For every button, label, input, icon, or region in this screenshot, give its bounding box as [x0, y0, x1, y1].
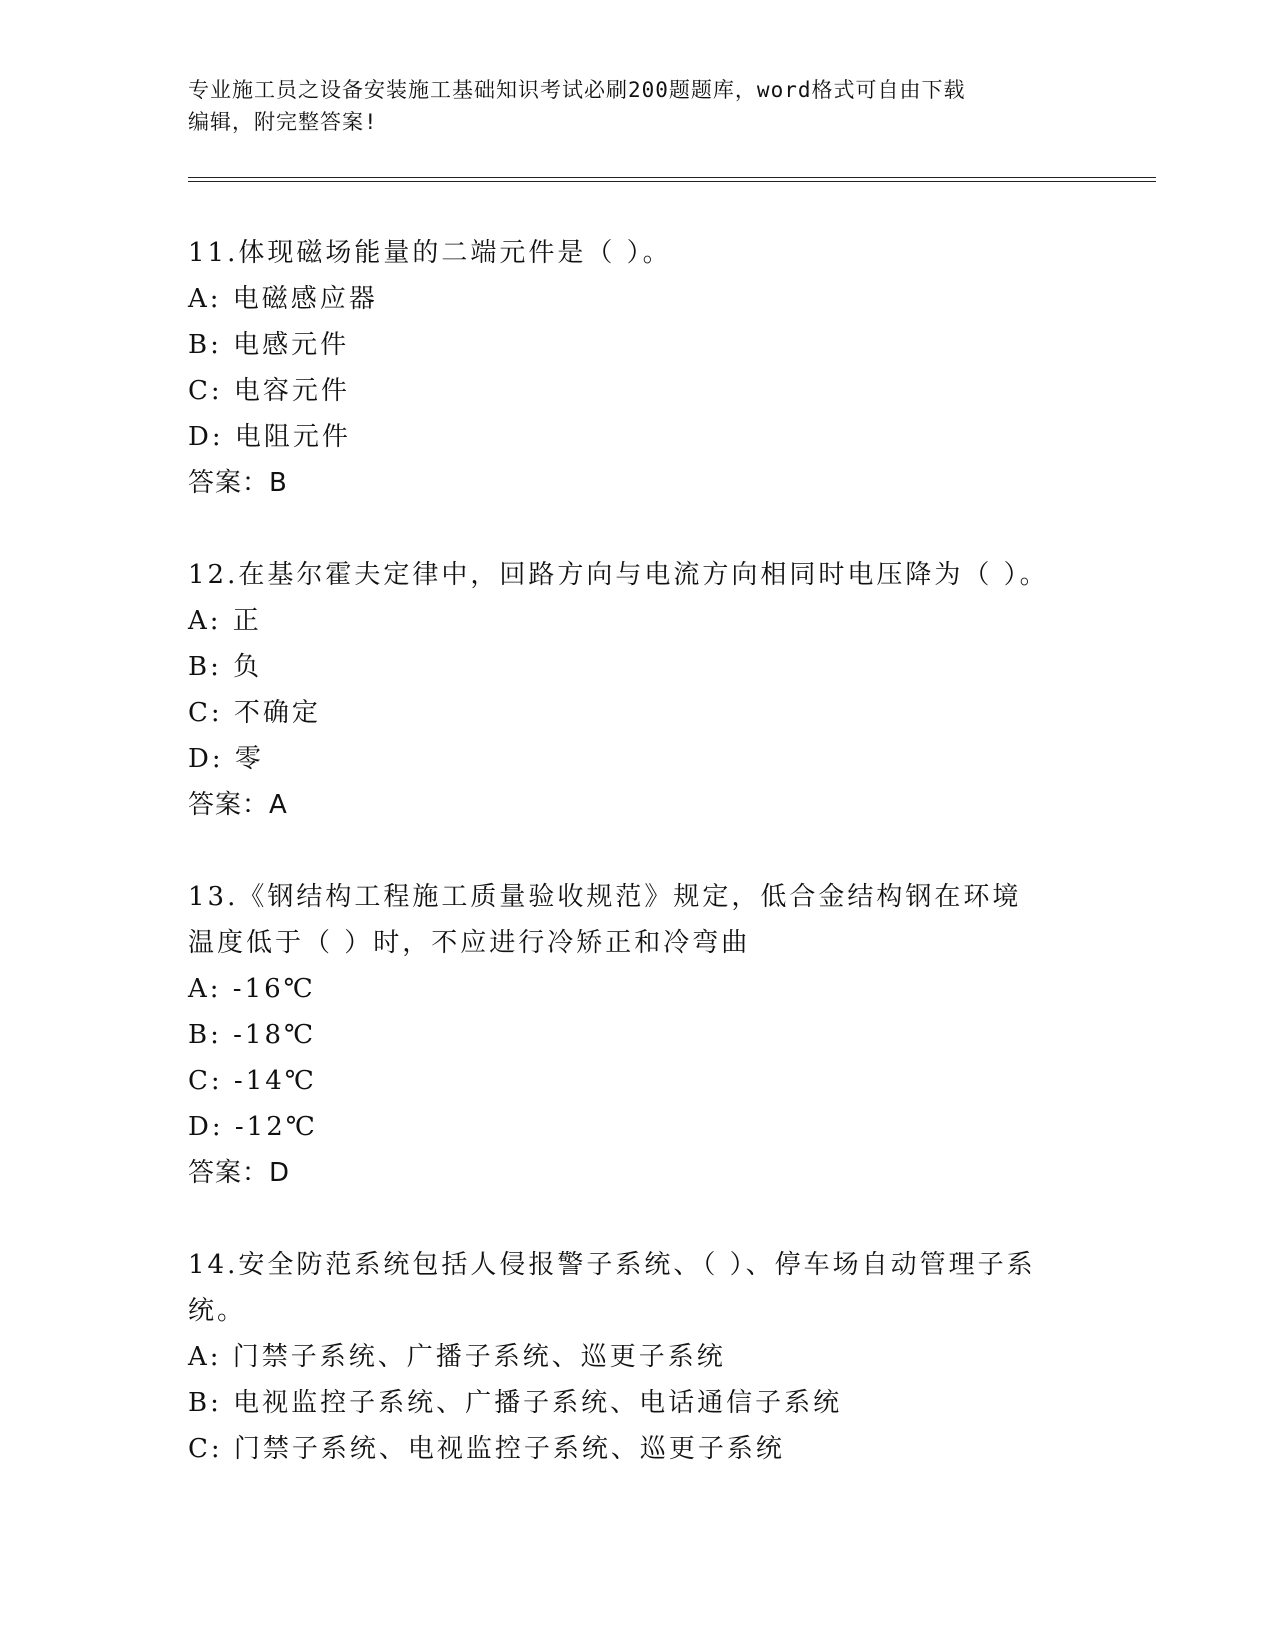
option-b: B: 电感元件 — [188, 330, 350, 360]
option-c: C: -14℃ — [188, 1066, 317, 1096]
document-header — [188, 74, 1068, 138]
answer: 答案：D — [188, 1158, 291, 1188]
question-text: 13.《钢结构工程施工质量验收规范》规定，低合金结构钢在环境温度低于（ ）时，不应进行冷矫正和冷弯曲 — [188, 882, 1022, 958]
question-text: 11.体现磁场能量的二端元件是（ ）。 — [188, 238, 672, 268]
option-a: A: 门禁子系统、广播子系统、巡更子系统 — [188, 1342, 726, 1372]
header-line-1: 专业施工员之设备安装施工基础知识考试必刷200题题库，word格式可自由下载 — [188, 78, 966, 102]
option-c: C: 不确定 — [188, 698, 321, 728]
question-14 — [188, 1242, 1088, 1472]
option-a: A: 电磁感应器 — [188, 284, 378, 314]
question-11 — [188, 230, 1088, 506]
question-text: 14.安全防范系统包括人侵报警子系统、（ ）、停车场自动管理子系统。 — [188, 1250, 1036, 1326]
option-b: B: 负 — [188, 652, 263, 682]
answer: 答案：A — [188, 790, 288, 820]
option-d: D: -12℃ — [188, 1112, 318, 1142]
option-a: A: 正 — [188, 606, 262, 636]
question-text: 12.在基尔霍夫定律中，回路方向与电流方向相同时电压降为（ ）。 — [188, 560, 1049, 590]
option-c: C: 门禁子系统、电视监控子系统、巡更子系统 — [188, 1434, 785, 1464]
question-list — [188, 230, 1088, 1518]
option-d: D: 零 — [188, 744, 264, 774]
question-13 — [188, 874, 1088, 1196]
option-a: A: -16℃ — [188, 974, 316, 1004]
option-c: C: 电容元件 — [188, 376, 350, 406]
option-d: D: 电阻元件 — [188, 422, 351, 452]
header-divider-top — [188, 177, 1156, 178]
option-b: B: -18℃ — [188, 1020, 317, 1050]
option-b: B: 电视监控子系统、广播子系统、电话通信子系统 — [188, 1388, 843, 1418]
header-divider-bottom — [188, 181, 1156, 182]
header-line-2: 编辑，附完整答案! — [188, 110, 378, 134]
answer: 答案：B — [188, 468, 288, 498]
question-12 — [188, 552, 1088, 828]
